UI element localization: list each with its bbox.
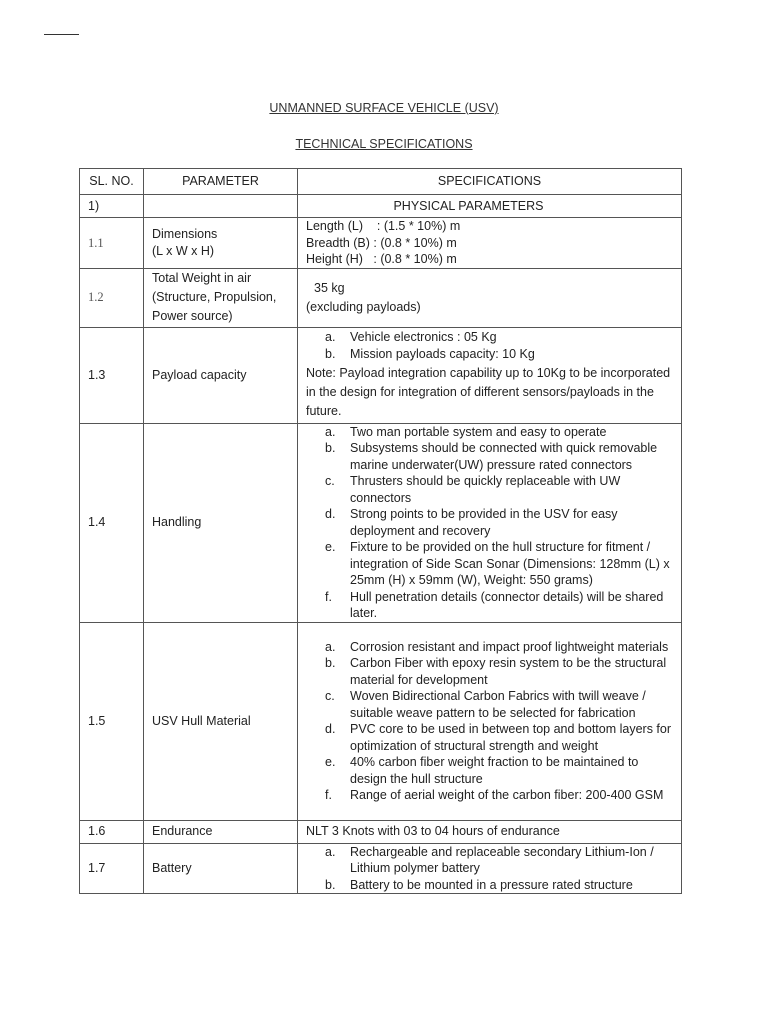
parameter-line: Total Weight in air: [152, 271, 252, 285]
row-number: 1.7: [80, 843, 144, 894]
list-item: [306, 754, 673, 787]
item-marker: a.: [325, 844, 336, 859]
list-item: [306, 539, 673, 589]
item-marker: b.: [325, 346, 336, 361]
list-item: [306, 688, 673, 721]
list-item: [306, 589, 673, 622]
row-number: 1.5: [80, 622, 144, 820]
table-header-row: [80, 169, 682, 195]
list-item: [306, 787, 673, 804]
item-text: Rechargeable and replaceable secondary Lithium-Ion / Lithium polymer battery: [350, 844, 654, 875]
spec-list: [306, 639, 673, 804]
table-row: [80, 268, 682, 327]
item-marker: d.: [325, 722, 336, 736]
item-text: Corrosion resistant and impact proof lightweight materials: [350, 639, 669, 654]
item-marker: b.: [325, 441, 336, 455]
row-number: 1.1: [80, 218, 144, 269]
header-specifications: SPECIFICATIONS: [298, 169, 682, 195]
spec-list: [306, 844, 673, 894]
section-label: PHYSICAL PARAMETERS: [298, 195, 682, 218]
item-text: Strong points to be provided in the USV for easy deployment and recovery: [350, 507, 618, 538]
item-marker: d.: [325, 507, 336, 521]
row-parameter: [144, 218, 298, 269]
list-item: [306, 844, 673, 877]
item-text: Two man portable system and easy to operate: [350, 424, 607, 439]
spec-line: 35 kg: [314, 280, 345, 295]
list-item: [306, 346, 673, 363]
row-specification: NLT 3 Knots with 03 to 04 hours of endurance: [298, 820, 682, 843]
item-text: Battery to be mounted in a pressure rated structure: [350, 877, 633, 892]
item-marker: a.: [325, 424, 336, 439]
list-item: [306, 329, 673, 346]
row-specification: [298, 327, 682, 423]
row-number: 1.4: [80, 423, 144, 622]
item-marker: a.: [325, 330, 336, 344]
spec-list: [306, 424, 673, 622]
list-item: [306, 473, 673, 506]
item-text: Fixture to be provided on the hull structure for fitment / integration of Side Scan Sonar (Dimensions: 128mm (L) x 25mm (H) x 59mm (W), Weight: 550 grams): [350, 540, 670, 587]
row-parameter: Battery: [144, 843, 298, 894]
spec-line: Length (L) : (1.5 * 10%) m: [306, 219, 461, 233]
row-number: 1.2: [80, 268, 144, 327]
row-parameter: [144, 268, 298, 327]
section-number: 1): [80, 195, 144, 218]
item-marker: c.: [325, 474, 335, 488]
list-item: [306, 639, 673, 656]
document-title: UNMANNED SURFACE VEHICLE (USV): [269, 101, 499, 115]
payload-note: Note: Payload integration capability up to 10Kg to be incorporated in the design for integration of different sensors/payloads in the future.: [306, 366, 671, 418]
list-item: [306, 424, 673, 441]
item-text: Range of aerial weight of the carbon fiber: 200-400 GSM: [350, 788, 664, 802]
row-specification: [298, 218, 682, 269]
item-text: Thrusters should be quickly replaceable with UW connectors: [350, 474, 621, 505]
list-item: [306, 506, 673, 539]
header-rule: [44, 34, 79, 35]
item-text: Carbon Fiber with epoxy resin system to be the structural material for development: [350, 656, 667, 687]
table-row: [80, 843, 682, 894]
parameter-line: (Structure, Propulsion,: [152, 290, 277, 304]
row-parameter: Payload capacity: [144, 327, 298, 423]
row-specification: [298, 622, 682, 820]
row-parameter: Handling: [144, 423, 298, 622]
item-text: Hull penetration details (connector details) will be shared later.: [350, 589, 664, 620]
item-marker: f.: [325, 788, 332, 802]
list-item: [306, 877, 673, 894]
header-parameter: PARAMETER: [144, 169, 298, 195]
spec-line: Breadth (B) : (0.8 * 10%) m: [306, 235, 457, 250]
item-marker: c.: [325, 689, 335, 703]
item-marker: a.: [325, 639, 336, 654]
header-sl-no: SL. NO.: [80, 169, 144, 195]
table-row: [80, 622, 682, 820]
spec-line: (excluding payloads): [306, 299, 421, 314]
specifications-table: [79, 168, 682, 894]
item-marker: e.: [325, 755, 336, 769]
table-row: [80, 327, 682, 423]
item-text: Vehicle electronics : 05 Kg: [350, 330, 497, 344]
table-row: [80, 218, 682, 269]
row-specification: [298, 843, 682, 894]
table-row: [80, 423, 682, 622]
section-row: [80, 195, 682, 218]
section-empty: [144, 195, 298, 218]
parameter-line: Power source): [152, 309, 233, 323]
item-text: PVC core to be used in between top and bottom layers for optimization of structural strength and weight: [350, 722, 672, 753]
item-marker: f.: [325, 589, 332, 604]
item-text: Subsystems should be connected with quick removable marine underwater(UW) pressure rated connectors: [350, 441, 658, 472]
row-parameter: Endurance: [144, 820, 298, 843]
item-text: Mission payloads capacity: 10 Kg: [350, 346, 535, 361]
list-item: [306, 721, 673, 754]
row-parameter: USV Hull Material: [144, 622, 298, 820]
document-subtitle: TECHNICAL SPECIFICATIONS: [295, 137, 473, 151]
row-number: 1.6: [80, 820, 144, 843]
row-number: 1.3: [80, 327, 144, 423]
item-text: 40% carbon fiber weight fraction to be maintained to design the hull structure: [350, 755, 639, 786]
item-marker: e.: [325, 540, 336, 554]
row-specification: [298, 268, 682, 327]
list-item: [306, 440, 673, 473]
item-marker: b.: [325, 877, 336, 892]
spec-list: [306, 329, 673, 362]
item-marker: b.: [325, 656, 336, 670]
list-item: [306, 655, 673, 688]
row-specification: [298, 423, 682, 622]
table-row: [80, 820, 682, 843]
item-text: Woven Bidirectional Carbon Fabrics with twill weave / suitable weave pattern to be selected for fabrication: [350, 689, 646, 720]
spec-line: Height (H) : (0.8 * 10%) m: [306, 252, 457, 266]
parameter-line: Dimensions: [152, 227, 218, 242]
parameter-line: (L x W x H): [152, 243, 215, 258]
